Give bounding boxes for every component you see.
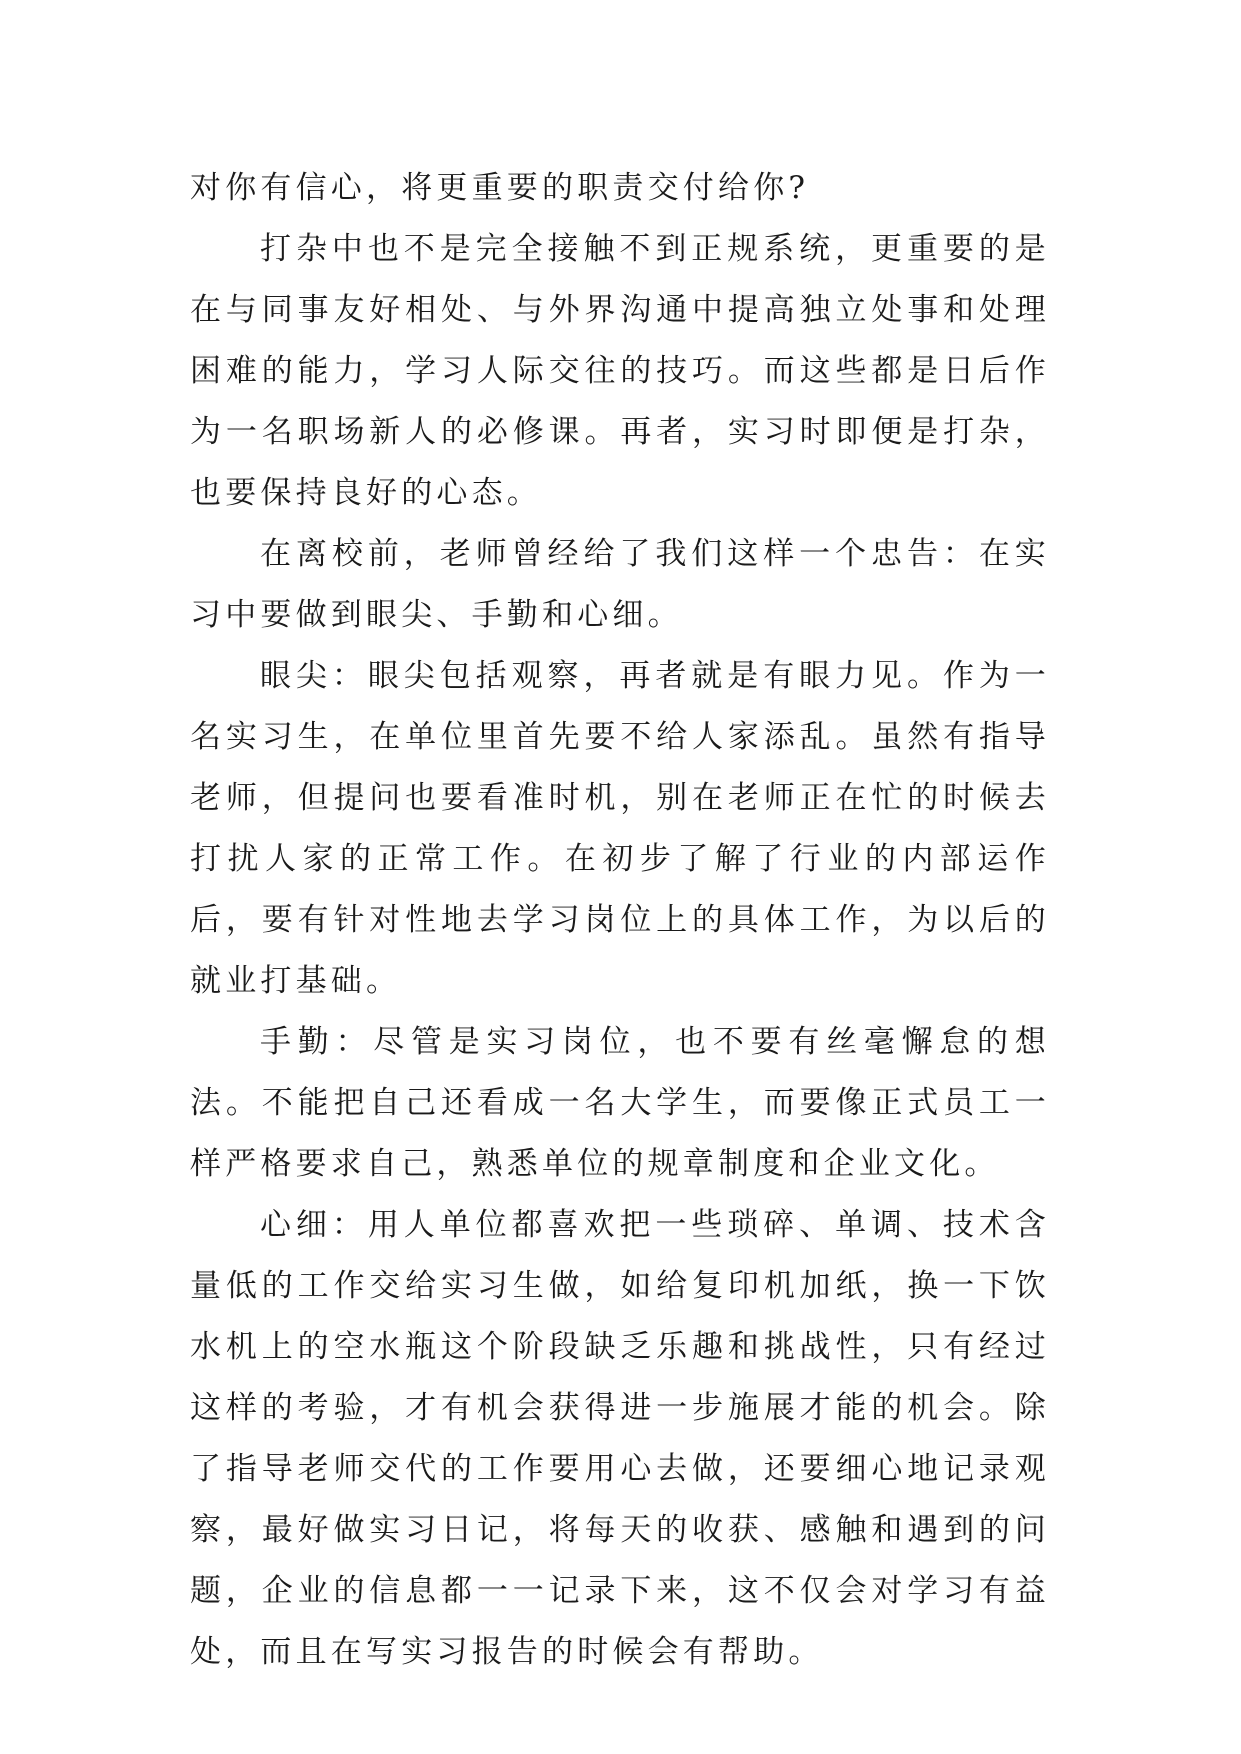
paragraph-odd-jobs: 打杂中也不是完全接触不到正规系统，更重要的是在与同事友好相处、与外界沟通中提高独立处事和处理困难的能力，学习人际交往的技巧。而这些都是日后作为一名职场新人的必修课。再者，实习时即便是打杂，也要保持良好的心态。 [190, 231, 1050, 511]
paragraph-careful-mind: 心细：用人单位都喜欢把一些琐碎、单调、技术含量低的工作交给实习生做，如给复印机加纸，换一下饮水机上的空水瓶这个阶段缺乏乐趣和挑战性，只有经过这样的考验，才有机会获得进一步施展才能的机会。除了指导老师交代的工作要用心去做，还要细心地记录观察，最好做实习日记，将每天的收获、感触和遇到的问题，企业的信息都一一记录下来，这不仅会对学习有益处，而且在写实习报告的时候会有帮助。 [190, 1207, 1050, 1670]
paragraph-teacher-advice: 在离校前，老师曾经给了我们这样一个忠告：在实习中要做到眼尖、手勤和心细。 [190, 536, 1050, 633]
paragraph-sharp-eyes: 眼尖：眼尖包括观察，再者就是有眼力见。作为一名实习生，在单位里首先要不给人家添乱。虽然有指导老师，但提问也要看准时机，别在老师正在忙的时候去打扰人家的正常工作。在初步了解了行业的内部运作后，要有针对性地去学习岗位上的具体工作，为以后的就业打基础。 [190, 658, 1050, 999]
paragraph-continuation: 对你有信心，将更重要的职责交付给你? [190, 170, 810, 206]
document-body [190, 158, 1050, 1683]
paragraph-diligent-hands: 手勤：尽管是实习岗位，也不要有丝毫懈怠的想法。不能把自己还看成一名大学生，而要像正式员工一样严格要求自己，熟悉单位的规章制度和企业文化。 [190, 1024, 1050, 1182]
